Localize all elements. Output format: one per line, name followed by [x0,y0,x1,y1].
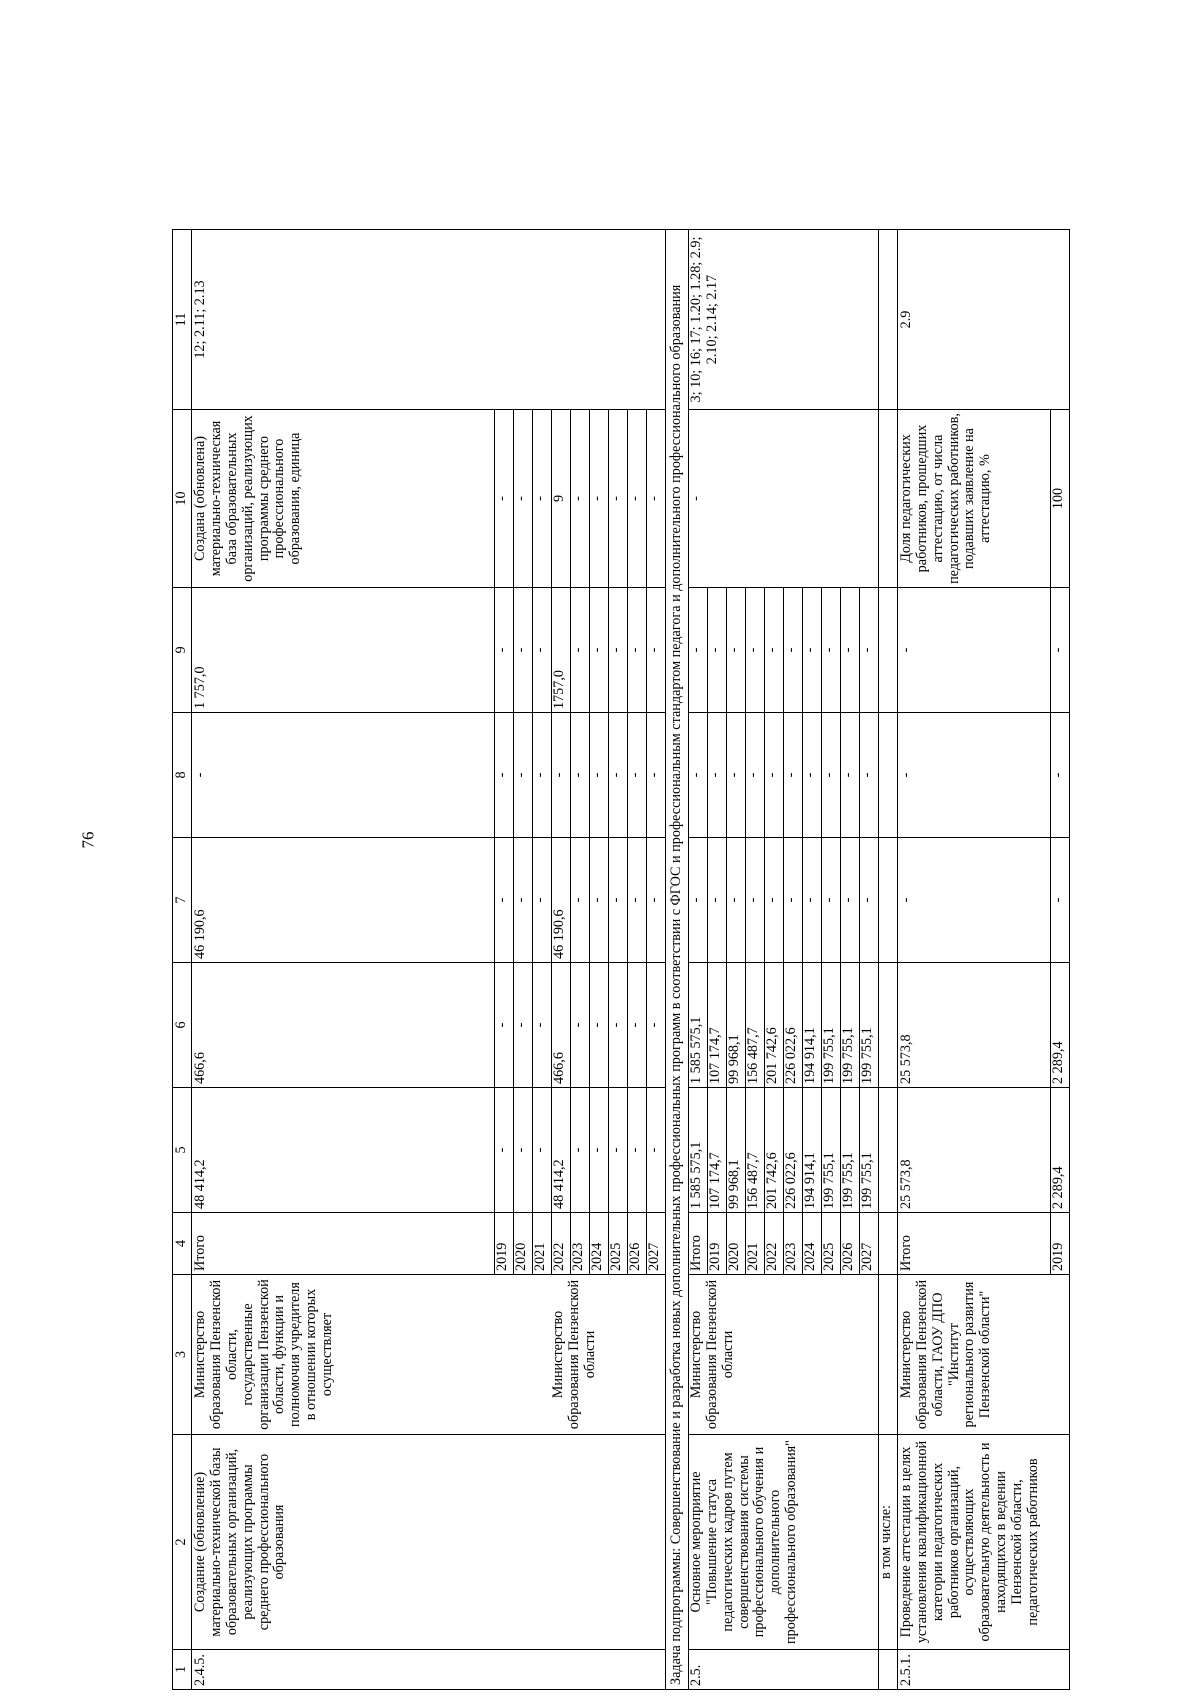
col-header: 4 [173,1213,192,1275]
cell-value: - [821,588,840,713]
reference-cell: 12; 2.11; 2.13 [191,230,665,410]
cell-value: 226 022,6 [783,1088,802,1213]
table-row [688,230,707,1690]
cell-value: - [532,1088,551,1213]
cell-value: - [745,588,764,713]
year: 2021 [532,1213,551,1275]
row-number: 2.4.5. [191,1650,665,1690]
cell-value: 25 573,8 [897,1088,1050,1213]
subprogram-task: Задача подпрограммы: Совершенствование и разработка новых дополнительных профессиональных программ в соответствии с ФГОС и профессиональным стандартом педагога и дополнительного профессионального образования [665,230,688,1690]
col-header: 2 [173,1435,192,1650]
indicator-value: - [513,410,532,588]
measure-name: Основное мероприятие "Повышение статуса педагогических кадров путем совершенствования системы профессионального обучения и дополнительного профессионального образования" [688,1435,878,1650]
year: 2023 [783,1213,802,1275]
cell-value: - [570,963,589,1088]
empty-cell [878,230,897,410]
cell-value: - [688,838,707,963]
cell-value: - [570,588,589,713]
cell-value: - [1050,713,1069,838]
cell-value: - [821,713,840,838]
cell-value: 156 487,7 [745,1088,764,1213]
year: 2025 [608,1213,627,1275]
cell-value: - [646,713,665,838]
task-row [665,230,688,1690]
measure-name: Проведение аттестации в целях установления квалификационной категории педагогических работников организаций, осуществляющих образовательную деятельность и находящихся в ведении Пензенской области, педагогических работников [897,1435,1069,1650]
cell-value: - [764,713,783,838]
cell-value: - [494,963,513,1088]
reference-cell: 3; 10; 16; 17; 1.20; 1.28; 2.9; 2.10; 2.14; 2.17 [688,230,878,410]
indicator-value: - [494,410,513,588]
cell-value: 107 174,7 [707,963,726,1088]
cell-value: 466,6 [191,963,494,1088]
cell-value: - [646,588,665,713]
rotated-table-container [172,230,1152,1690]
cell-value: 1 585 575,1 [688,963,707,1088]
cell-value: 2 289,4 [1050,963,1069,1088]
cell-value: - [840,588,859,713]
cell-value: - [570,838,589,963]
cell-value: - [897,838,1050,963]
cell-value: 194 914,1 [802,963,821,1088]
cell-value: 1757,0 [551,588,570,713]
cell-value: 99 968,1 [726,963,745,1088]
col-header: 1 [173,1650,192,1690]
cell-value: - [589,588,608,713]
program-measures-table [172,229,1070,1690]
cell-value: - [513,713,532,838]
cell-value: - [859,588,878,713]
year: 2019 [707,1213,726,1275]
cell-value: - [627,1088,646,1213]
cell-value: - [513,838,532,963]
cell-value: 201 742,6 [764,1088,783,1213]
cell-value: - [494,1088,513,1213]
year: 2027 [646,1213,665,1275]
table-row [191,230,494,1690]
cell-value: - [627,588,646,713]
year: 2020 [513,1213,532,1275]
column-numbers-row [173,230,192,1690]
cell-value: 48 414,2 [551,1088,570,1213]
indicator-value: - [589,410,608,588]
cell-value: - [726,588,745,713]
year: 2024 [802,1213,821,1275]
cell-value: - [821,838,840,963]
cell-value: - [726,713,745,838]
col-header: 11 [173,230,192,410]
cell-value: - [840,713,859,838]
col-header: 3 [173,1275,192,1435]
empty-cell [878,1088,897,1213]
cell-value: 99 968,1 [726,1088,745,1213]
col-header: 10 [173,410,192,588]
table-row [878,230,897,1690]
cell-value: - [783,588,802,713]
cell-value: - [646,963,665,1088]
year: 2022 [551,1213,570,1275]
cell-value: - [783,838,802,963]
empty-cell [878,713,897,838]
cell-value: - [802,588,821,713]
executor: Министерство образования Пензенской области, государственные организации Пензенской области, функции и полномочия учредителя в отношении которых осуществляет [191,1275,551,1435]
cell-value: - [897,713,1050,838]
cell-value: 1 757,0 [191,588,494,713]
indicator-name: Создана (обновлена) материально-техническая база образовательных организаций, реализующих программы среднего профессионального образования, единица [191,410,494,588]
cell-value: 25 573,8 [897,963,1050,1088]
cell-value: - [532,713,551,838]
col-header: 9 [173,588,192,713]
cell-value: - [707,838,726,963]
cell-value: - [589,838,608,963]
measure-name: Создание (обновление) материально-технической базы образовательных организаций, реализующих программы среднего профессионального образования [191,1435,665,1650]
cell-value: - [1050,838,1069,963]
empty-cell [878,838,897,963]
col-header: 8 [173,713,192,838]
cell-value: - [1050,588,1069,713]
row-number: 2.5.1. [897,1650,1069,1690]
cell-value: - [688,588,707,713]
cell-value: - [745,838,764,963]
cell-value: - [688,713,707,838]
executor: Министерство образования Пензенской области [688,1275,878,1435]
page-number: 76 [78,831,98,849]
cell-value: 1 585 575,1 [688,1088,707,1213]
cell-value: - [551,713,570,838]
empty-cell [878,1213,897,1275]
indicator-name: - [688,410,878,588]
year: 2026 [627,1213,646,1275]
cell-value: - [513,588,532,713]
empty-cell [878,588,897,713]
empty-cell [878,1650,897,1690]
indicator-value: 9 [551,410,570,588]
cell-value: 199 755,1 [821,963,840,1088]
indicator-value: - [532,410,551,588]
cell-value: 107 174,7 [707,1088,726,1213]
cell-value: - [627,838,646,963]
empty-cell [878,963,897,1088]
cell-value: 2 289,4 [1050,1088,1069,1213]
cell-value: - [764,588,783,713]
cell-value: 201 742,6 [764,963,783,1088]
cell-value: 226 022,6 [783,963,802,1088]
reference-cell: 2.9 [897,230,1069,410]
indicator-value: - [570,410,589,588]
cell-value: 199 755,1 [859,1088,878,1213]
year: 2019 [494,1213,513,1275]
cell-value: - [191,713,494,838]
cell-value: 199 755,1 [859,963,878,1088]
empty-cell [878,410,897,588]
cell-value: 199 755,1 [840,1088,859,1213]
year: 2020 [726,1213,745,1275]
executor: Министерство образования Пензенской области [551,1275,665,1435]
cell-value: 46 190,6 [191,838,494,963]
cell-value: - [726,838,745,963]
indicator-value: - [608,410,627,588]
cell-value: - [608,1088,627,1213]
cell-value: - [627,713,646,838]
year: 2026 [840,1213,859,1275]
empty-cell [878,1275,897,1435]
cell-value: - [608,713,627,838]
row-number: 2.5. [688,1650,878,1690]
total-label: Итого [688,1213,707,1275]
cell-value: - [608,838,627,963]
cell-value: - [802,713,821,838]
indicator-value: 100 [1050,410,1069,588]
cell-value: - [764,838,783,963]
cell-value: - [494,838,513,963]
cell-value: - [570,1088,589,1213]
cell-value: - [513,963,532,1088]
cell-value: 48 414,2 [191,1088,494,1213]
year: 2025 [821,1213,840,1275]
cell-value: - [627,963,646,1088]
cell-value: - [494,713,513,838]
cell-value: - [646,838,665,963]
cell-value: - [608,963,627,1088]
cell-value: - [589,963,608,1088]
cell-value: - [859,838,878,963]
year: 2022 [764,1213,783,1275]
indicator-name: Доля педагогических работников, прошедших аттестацию, от числа педагогических работников, подавших заявление на аттестацию, % [897,410,1050,588]
cell-value: - [570,713,589,838]
cell-value: - [532,588,551,713]
cell-value: - [707,713,726,838]
cell-value: - [840,838,859,963]
cell-value: 466,6 [551,963,570,1088]
cell-value: - [513,1088,532,1213]
cell-value: - [589,1088,608,1213]
cell-value: - [608,588,627,713]
year: 2019 [1050,1213,1069,1275]
cell-value: - [897,588,1050,713]
indicator-value: - [646,410,665,588]
total-label: Итого [191,1213,494,1275]
including-label: в том числе: [878,1435,897,1650]
col-header: 7 [173,838,192,963]
cell-value: 156 487,7 [745,963,764,1088]
cell-value: 194 914,1 [802,1088,821,1213]
cell-value: 199 755,1 [821,1088,840,1213]
cell-value: - [802,838,821,963]
cell-value: - [532,838,551,963]
indicator-value: - [627,410,646,588]
cell-value: - [494,588,513,713]
table-row [897,230,1050,1690]
cell-value: - [646,1088,665,1213]
year: 2023 [570,1213,589,1275]
executor: Министерство образования Пензенской области, ГАОУ ДПО "Институт регионального развития Пензенской области" [897,1275,1069,1435]
year: 2027 [859,1213,878,1275]
col-header: 5 [173,1088,192,1213]
cell-value: - [707,588,726,713]
cell-value: - [859,713,878,838]
cell-value: - [589,713,608,838]
total-label: Итого [897,1213,1050,1275]
col-header: 6 [173,963,192,1088]
cell-value: - [532,963,551,1088]
cell-value: - [745,713,764,838]
cell-value: 199 755,1 [840,963,859,1088]
year: 2024 [589,1213,608,1275]
cell-value: - [783,713,802,838]
cell-value: 46 190,6 [551,838,570,963]
year: 2021 [745,1213,764,1275]
